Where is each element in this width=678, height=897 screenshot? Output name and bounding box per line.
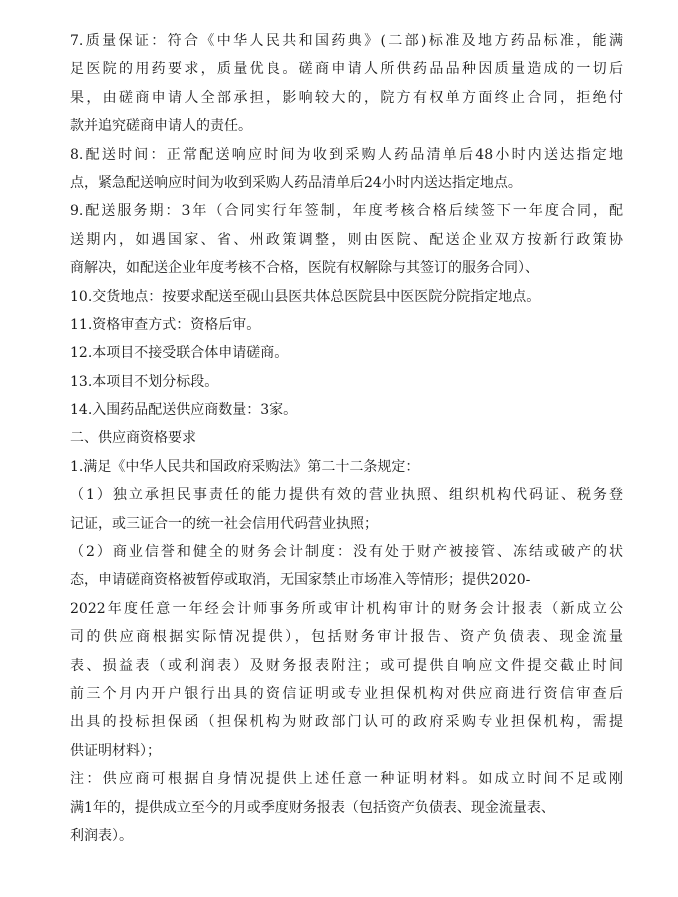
clause-11: 11.资格审查方式：资格后审。: [70, 316, 261, 333]
requirement-1-1-line-1: （1）独立承担民事责任的能力提供有效的营业执照、组织机构代码证、税务登: [70, 487, 623, 504]
note-line-2: 满1年的，提供成立至今的月或季度财务报表（包括资产负债表、现金流量表、: [70, 799, 555, 816]
clause-7-line-1: 7.质量保证：符合《中华人民共和国药典》(二部)标准及地方药品标准，能满: [70, 33, 623, 49]
clause-8-line-1: 8.配送时间：正常配送响应时间为收到采购人药品清单后48小时内送达指定地: [70, 146, 623, 163]
clause-9-line-2: 送期内，如遇国家、省、州政策调整，则由医院、配送企业双方按新行政策协: [70, 231, 623, 248]
requirement-1-2-line-3: 2022年度任意一年经会计师事务所或审计机构审计的财务会计报表（新成立公: [70, 600, 623, 617]
requirement-1-2-line-7: 出具的投标担保函（担保机构为财政部门认可的政府采购专业担保机构，需提: [70, 714, 623, 731]
requirement-1: 1.满足《中华人民共和国政府采购法》第二十二条规定：: [70, 458, 420, 475]
requirement-1-2-line-2: 态，申请磋商资格被暂停或取消，无国家禁止市场准入等情形；提供2020-: [70, 572, 531, 589]
requirement-1-2-line-4: 司的供应商根据实际情况提供），包括财务审计报告、资产负债表、现金流量: [70, 629, 623, 646]
clause-14: 14.入围药品配送供应商数量：3家。: [70, 402, 298, 419]
section-heading-2: 二、供应商资格要求: [70, 430, 196, 447]
note-line-1: 注：供应商可根据自身情况提供上述任意一种证明材料。如成立时间不足或刚: [70, 771, 623, 788]
clause-12: 12.本项目不接受联合体申请磋商。: [70, 345, 289, 362]
clause-7-line-3: 果，由磋商申请人全部承担，影响较大的，院方有权单方面终止合同，拒绝付: [70, 89, 623, 106]
clause-10: 10.交货地点：按要求配送至砚山县医共体总医院县中医医院分院指定地点。: [70, 288, 541, 305]
clause-13: 13.本项目不划分标段。: [70, 373, 219, 390]
requirement-1-1-line-2: 记证，或三证合一的统一社会信用代码营业执照；: [70, 515, 378, 532]
note-line-3: 利润表）。: [70, 827, 133, 844]
clause-9-line-3: 商解决，如配送企业年度考核不合格，医院有权解除与其签订的服务合同）、: [70, 260, 539, 277]
clause-7-line-2: 足医院的用药要求，质量优良。磋商申请人所供药品品种因质量造成的一切后: [70, 61, 623, 78]
requirement-1-2-line-8: 供证明材料）；: [70, 742, 161, 759]
requirement-1-2-line-6: 前三个月内开户银行出具的资信证明或专业担保机构对供应商进行资信审查后: [70, 685, 623, 702]
requirement-1-2-line-1: （2）商业信誉和健全的财务会计制度：没有处于财产被接管、冻结或破产的状: [70, 544, 623, 561]
clause-7-line-4: 款并追究磋商申请人的责任。: [70, 118, 252, 135]
requirement-1-2-line-5: 表、损益表（或利润表）及财务报表附注；或可提供自响应文件提交截止时间: [70, 657, 623, 674]
clause-9-line-1: 9.配送服务期：3年（合同实行年签制，年度考核合格后续签下一年度合同，配: [70, 203, 623, 220]
clause-8-line-2: 点，紧急配送响应时间为收到采购人药品清单后24小时内送达指定地点。: [70, 174, 522, 191]
